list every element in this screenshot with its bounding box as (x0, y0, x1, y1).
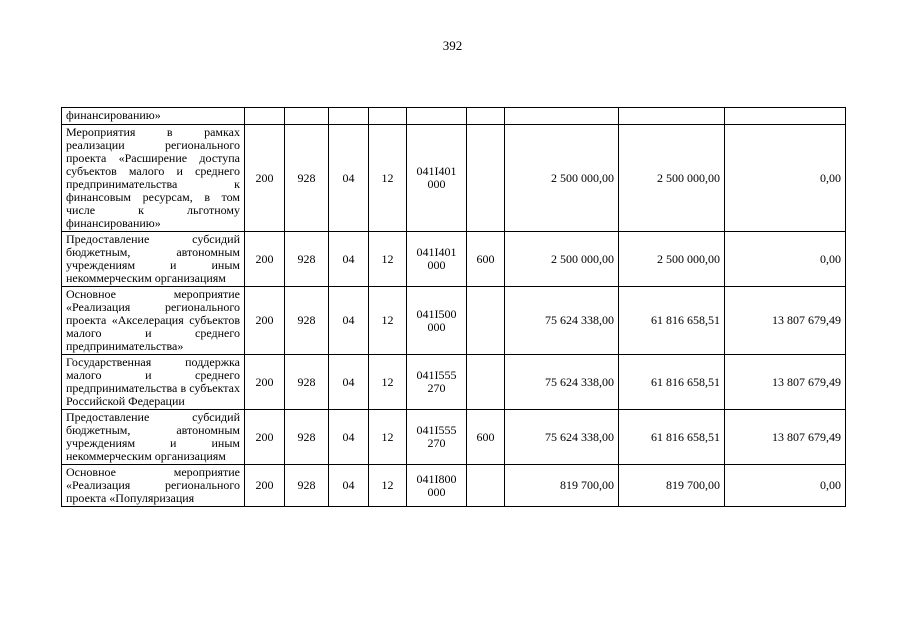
row-name: Государственная поддержка малого и среднего предпринимательства в субъектах Российской Федерации (62, 355, 245, 410)
cell-rest: 13 807 679,49 (725, 287, 846, 355)
cell-glava: 200 (245, 125, 285, 232)
cell-fact: 2 500 000,00 (619, 232, 725, 287)
cell-plan: 2 500 000,00 (505, 125, 619, 232)
cell-glava (245, 108, 285, 125)
cell-csr (407, 108, 467, 125)
table-row (62, 355, 846, 410)
cell-pr (369, 108, 407, 125)
row-name: Мероприятия в рамках реализации регионального проекта «Расширение доступа субъектов малого и среднего предпринимательства к финансовым ресурсам, в том числе к льготному финансированию» (62, 125, 245, 232)
cell-rest: 0,00 (725, 232, 846, 287)
cell-rz: 04 (329, 125, 369, 232)
cell-ved: 928 (285, 232, 329, 287)
cell-rz: 04 (329, 410, 369, 465)
table-row (62, 287, 846, 355)
cell-plan (505, 108, 619, 125)
cell-ved (285, 108, 329, 125)
cell-rz: 04 (329, 465, 369, 507)
cell-rz: 04 (329, 232, 369, 287)
cell-rz: 04 (329, 287, 369, 355)
cell-fact: 819 700,00 (619, 465, 725, 507)
cell-rest: 13 807 679,49 (725, 355, 846, 410)
cell-vr (467, 355, 505, 410)
cell-vr: 600 (467, 410, 505, 465)
cell-rest: 0,00 (725, 465, 846, 507)
cell-vr (467, 287, 505, 355)
cell-rz (329, 108, 369, 125)
cell-fact (619, 108, 725, 125)
cell-fact: 2 500 000,00 (619, 125, 725, 232)
cell-pr: 12 (369, 232, 407, 287)
cell-csr: 041I401 000 (407, 125, 467, 232)
cell-vr (467, 125, 505, 232)
cell-plan: 2 500 000,00 (505, 232, 619, 287)
page-number: 392 (442, 38, 463, 53)
cell-ved: 928 (285, 287, 329, 355)
cell-glava: 200 (245, 410, 285, 465)
cell-rest (725, 108, 846, 125)
cell-pr: 12 (369, 125, 407, 232)
cell-ved: 928 (285, 355, 329, 410)
cell-glava: 200 (245, 355, 285, 410)
row-name: финансированию» (62, 108, 245, 125)
table-row (62, 410, 846, 465)
cell-vr (467, 465, 505, 507)
cell-csr: 041I555 270 (407, 410, 467, 465)
cell-rest: 0,00 (725, 125, 846, 232)
row-name: Предоставление субсидий бюджетным, автономным учреждениям и иным некоммерческим организациям (62, 232, 245, 287)
row-name: Основное мероприятие «Реализация регионального проекта «Акселерация субъектов малого и среднего предпринимательства» (62, 287, 245, 355)
row-name: Предоставление субсидий бюджетным, автономным учреждениям и иным некоммерческим организациям (62, 410, 245, 465)
row-name: Основное мероприятие «Реализация регионального проекта «Популяризация (62, 465, 245, 507)
cell-rest: 13 807 679,49 (725, 410, 846, 465)
cell-csr: 041I800 000 (407, 465, 467, 507)
cell-ved: 928 (285, 125, 329, 232)
cell-fact: 61 816 658,51 (619, 410, 725, 465)
budget-table (61, 107, 846, 507)
cell-rz: 04 (329, 355, 369, 410)
cell-glava: 200 (245, 465, 285, 507)
cell-vr: 600 (467, 232, 505, 287)
cell-fact: 61 816 658,51 (619, 287, 725, 355)
cell-pr: 12 (369, 355, 407, 410)
cell-csr: 041I401 000 (407, 232, 467, 287)
cell-fact: 61 816 658,51 (619, 355, 725, 410)
cell-pr: 12 (369, 465, 407, 507)
table-row (62, 465, 846, 507)
cell-vr (467, 108, 505, 125)
cell-pr: 12 (369, 287, 407, 355)
table-row (62, 232, 846, 287)
cell-plan: 75 624 338,00 (505, 410, 619, 465)
cell-glava: 200 (245, 287, 285, 355)
table-row (62, 125, 846, 232)
cell-plan: 819 700,00 (505, 465, 619, 507)
cell-plan: 75 624 338,00 (505, 287, 619, 355)
cell-csr: 041I500 000 (407, 287, 467, 355)
table-row (62, 108, 846, 125)
cell-pr: 12 (369, 410, 407, 465)
cell-plan: 75 624 338,00 (505, 355, 619, 410)
cell-ved: 928 (285, 410, 329, 465)
cell-ved: 928 (285, 465, 329, 507)
cell-glava: 200 (245, 232, 285, 287)
cell-csr: 041I555 270 (407, 355, 467, 410)
